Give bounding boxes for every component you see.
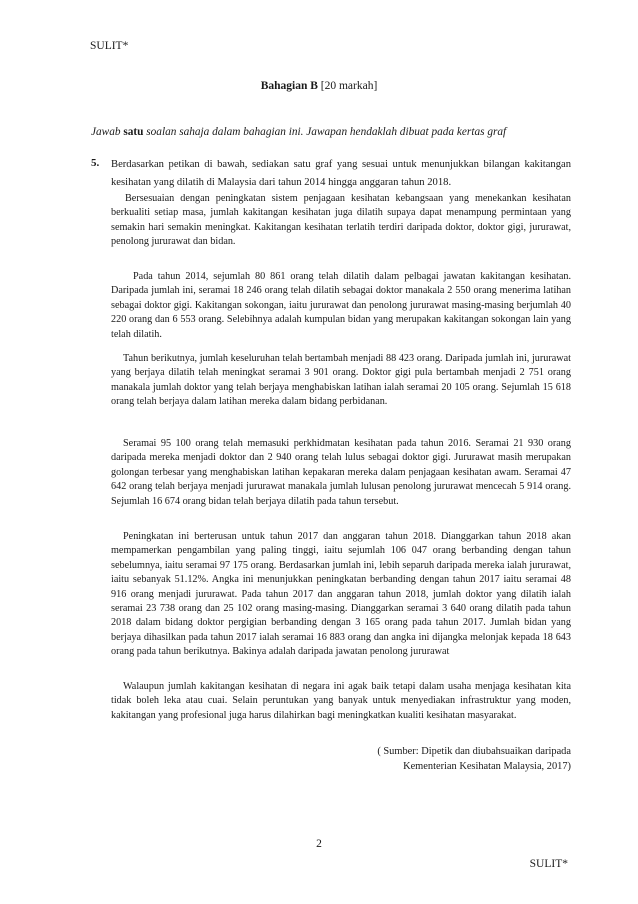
question-text: Berdasarkan petikan di bawah, sediakan satu graf yang sesuai untuk menunjukkan bilangan kakitangan kesihatan yang dilatih di Malaysia dari tahun 2014 hingga anggaran tahun 2018.: [111, 159, 571, 188]
source-prefix: ( Sumber:: [377, 746, 419, 757]
passage-paragraph: Bersesuaian dengan peningkatan sistem penjagaan kesihatan kebangsaan yang menekankan kesihatan berkualiti setiap masa, jumlah kakitangan kesihatan juga dilatih supaya dapat menampung permintaan yang semakin hari semakin meningkat. Kakitangan kesihatan terlatih terdiri daripada doktor, doktor gigi, jururawat, penolong jururawat dan bidan.: [111, 193, 571, 248]
instructions-rest: soalan sahaja dalam bahagian ini. Jawapan hendaklah dibuat pada kertas graf: [146, 126, 507, 138]
instructions-prefix: Jawab: [91, 126, 121, 138]
question-number: 5.: [91, 157, 100, 169]
source-citation: [377, 744, 571, 774]
instructions: [91, 126, 571, 138]
footer-classification: SULIT*: [529, 858, 568, 870]
source-line-2: Kementerian Kesihatan Malaysia, 2017): [403, 761, 571, 772]
passage-paragraph: Peningkatan ini berterusan untuk tahun 2017 dan anggaran tahun 2018. Dianggarkan tahun 2018 akan mempamerkan pengambilan yang paling tinggi, iaitu sejumlah 106 047 orang berbanding dengan tahun sebelumnya, iaitu seramai 97 175 orang. Berdasarkan jumlah ini, lebih separuh daripada mereka ialah jururawat, iaitu sebanyak 51.12%. Angka ini menunjukkan peningkatan berbanding dengan tahun 2017 iaitu seramai 48 916 orang menjadi jururawat. Pada tahun 2017 dan anggaran tahun 2018, jumlah doktor yang dilatih ialah seramai 23 738 orang dan 25 102 orang masing-masing. Dianggarkan seramai 3 640 orang dilatih pada tahun 2018 dalam bidang doktor pergigian berbanding dengan 3 165 orang pada tahun 2017. Jumlah bidan yang berjaya dihasilkan pada tahun 2017 ialah seramai 16 883 orang dan angka ini dijangka melonjak kepada 18 643 orang pada tahun berikutnya. Bakinya adalah daripada jawatan penolong jururawat: [111, 531, 571, 658]
passage-paragraph: Walaupun jumlah kakitangan kesihatan di negara ini agak baik tetapi dalam usaha menjaga kesihatan kita tidak boleh leka atau cuai. Selain peruntukan yang banyak untuk menyediakan infrastruktur yang moden, kakitangan yang profesional juga harus dilahirkan bagi meningkatkan kualiti kesihatan masyarakat.: [111, 681, 571, 721]
section-title: [0, 80, 638, 92]
passage-paragraph: Seramai 95 100 orang telah memasuki perkhidmatan kesihatan pada tahun 2016. Seramai 21 930 orang daripada mereka menjadi doktor dan 2 940 orang telah lulus sebagai doktor gigi. Jururawat masih merupakan golongan terbesar yang menghabiskan latihan kepakaran mereka dalam penjagaan kesihatan awam. Seramai 47 642 orang telah berjaya menjadi jururawat manakala jumlah lulusan penolong jururawat mencecah 5 914 orang. Sejumlah 16 674 orang bidan telah berjaya dilatih pada tahun tersebut.: [111, 438, 571, 507]
passage-paragraph: Pada tahun 2014, sejumlah 80 861 orang telah dilatih dalam pelbagai jawatan kakitangan kesihatan. Daripada jumlah ini, seramai 18 246 orang telah dilatih sebagai doktor manakala 2 550 orang menerima latihan sebagai doktor gigi. Kakitangan sokongan, iaitu jururawat dan penolong jururawat masing-masing berjumlah 40 220 orang dan 6 553 orang. Selebihnya adalah kumpulan bidan yang merupakan kakitangan sokongan lain yang telah dilatih.: [111, 271, 571, 340]
header-classification: SULIT*: [90, 40, 129, 52]
instructions-bold: satu: [123, 126, 144, 138]
section-marks: [20 markah]: [320, 80, 378, 92]
source-line-1: [377, 744, 571, 759]
page-number: 2: [316, 838, 322, 850]
passage-paragraph: Tahun berikutnya, jumlah keseluruhan telah bertambah menjadi 88 423 orang. Daripada jumlah ini, jururawat yang berjaya dilatih telah meningkat seramai 3 901 orang. Doktor gigi pula bertambah menjadi 2 751 orang manakala jumlah doktor yang telah berjaya menghabiskan latihan ialah seramai 20 105 orang. Sejumlah 15 618 orang telah berjaya dalam latihan mereka dalam bidang perbidanan.: [111, 353, 571, 408]
source-rest: Dipetik dan diubahsuaikan daripada: [421, 746, 571, 757]
section-title-bold: Bahagian B: [260, 80, 318, 92]
